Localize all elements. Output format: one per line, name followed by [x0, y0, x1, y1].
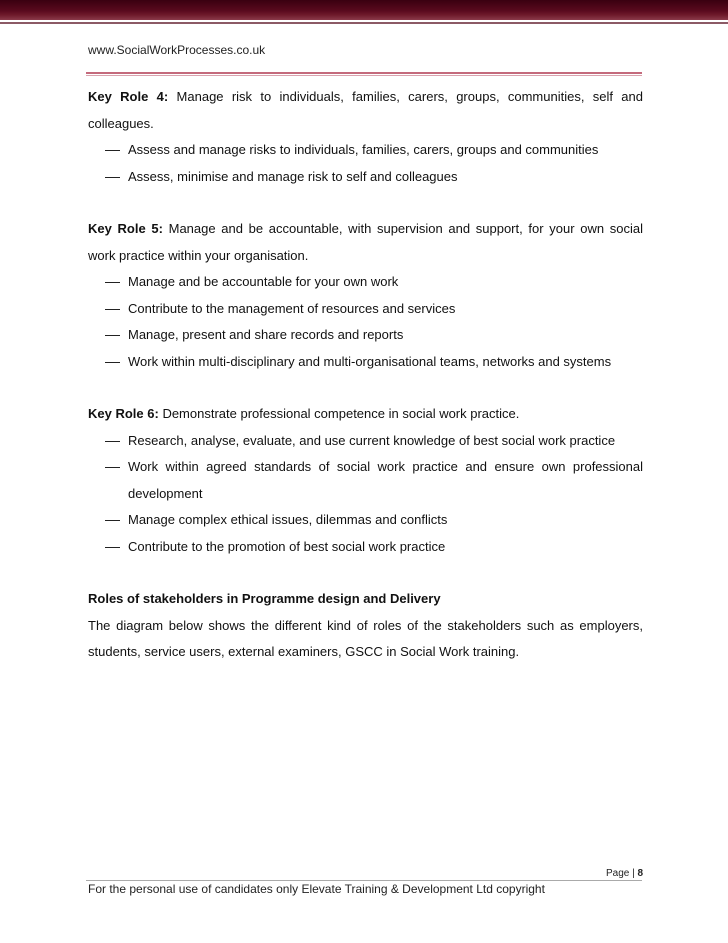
role-items	[88, 428, 643, 561]
key-role-6	[88, 401, 643, 560]
page-number: 8	[637, 868, 644, 879]
header-rule	[86, 72, 642, 74]
list-item: Contribute to the promotion of best social work practice	[128, 534, 643, 561]
role-paragraph	[88, 401, 643, 428]
role-title: Key Role 6:	[88, 406, 159, 421]
role-paragraph	[88, 216, 643, 269]
stakeholders-section	[88, 586, 643, 666]
top-banner	[0, 0, 728, 20]
key-role-4	[88, 84, 643, 190]
page-label: Page |	[606, 868, 635, 879]
list-item: Research, analyse, evaluate, and use current knowledge of best social work practice	[128, 428, 643, 455]
list-item: Assess, minimise and manage risk to self and colleagues	[128, 164, 643, 191]
key-role-5	[88, 216, 643, 375]
document-body	[88, 84, 643, 692]
footer-copyright: For the personal use of candidates only Elevate Training & Development Ltd copyright	[88, 882, 545, 896]
role-paragraph	[88, 84, 643, 137]
role-items	[88, 137, 643, 190]
list-item: Work within multi-disciplinary and multi-organisational teams, networks and systems	[128, 349, 643, 376]
list-item: Contribute to the management of resources and services	[128, 296, 643, 323]
role-title: Key Role 4:	[88, 89, 169, 104]
list-item: Manage and be accountable for your own work	[128, 269, 643, 296]
top-banner-line	[0, 22, 728, 24]
role-title: Key Role 5:	[88, 221, 163, 236]
role-description: Demonstrate professional competence in social work practice.	[162, 406, 520, 421]
footer-rule	[86, 880, 642, 881]
role-items	[88, 269, 643, 375]
list-item: Assess and manage risks to individuals, families, carers, groups and communities	[128, 137, 643, 164]
section-heading: Roles of stakeholders in Programme design and Delivery	[88, 591, 441, 606]
section-text: The diagram below shows the different kind of roles of the stakeholders such as employers, students, service users, external examiners, GSCC in Social Work training.	[88, 617, 643, 659]
role-description: Manage risk to individuals, families, carers, groups, communities, self and colleagues.	[88, 89, 643, 131]
list-item: Manage complex ethical issues, dilemmas and conflicts	[128, 507, 643, 534]
list-item: Manage, present and share records and reports	[128, 322, 643, 349]
page-number-label	[606, 868, 643, 879]
site-url: www.SocialWorkProcesses.co.uk	[88, 43, 266, 57]
list-item: Work within agreed standards of social work practice and ensure own professional development	[128, 454, 643, 507]
header-rule-secondary	[86, 75, 642, 76]
role-description: Manage and be accountable, with supervision and support, for your own social work practice within your organisation.	[88, 221, 643, 263]
